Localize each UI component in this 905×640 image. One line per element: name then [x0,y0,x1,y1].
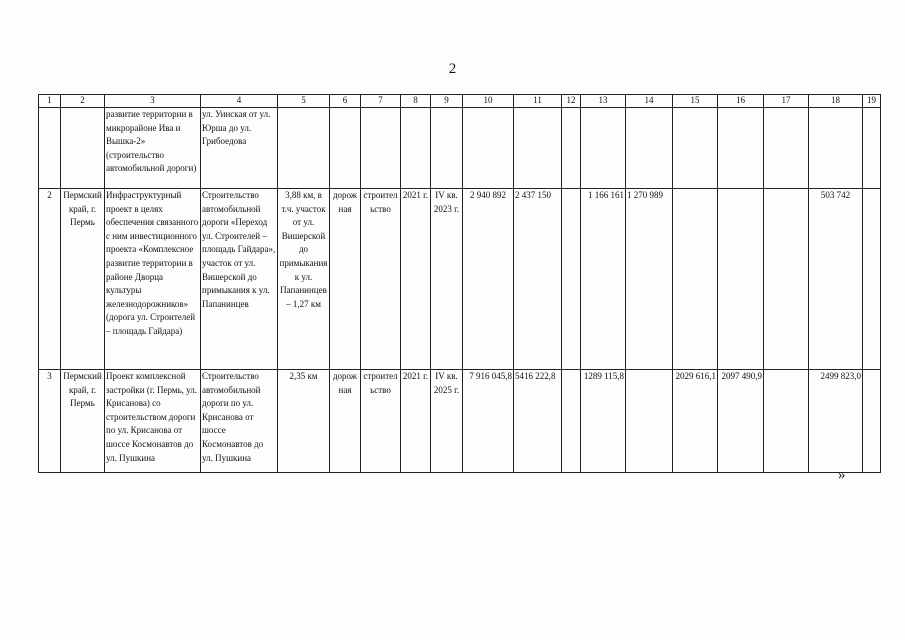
cell-value-18: 503 742 [809,189,863,370]
cell-value-11: 5416 222,8 [514,370,562,473]
cell-value-17 [764,189,809,370]
cell-value-14 [626,108,673,189]
column-header: 9 [431,95,463,108]
cell-value-18: 2499 823,0 [809,370,863,473]
cell-value-14 [626,370,673,473]
cell-capacity: 3,88 км, в т.ч. участок от ул. Вишерской до примыкания к ул. Папанинцев – 1,27 км [278,189,330,370]
cell-project-name: развитие территории в микрорайоне Ива и Вышка-2» (строительство автомобильной дороги) [105,108,201,189]
column-header: 7 [361,95,401,108]
projects-table [38,94,881,473]
cell-value-19 [863,370,881,473]
column-header: 11 [514,95,562,108]
cell-object-type: дорожная [330,370,361,473]
cell-start: 2021 г. [401,370,431,473]
cell-work-type [361,108,401,189]
cell-value-13: 1289 115,8 [581,370,626,473]
column-header: 14 [626,95,673,108]
column-header: 19 [863,95,881,108]
cell-value-11 [514,108,562,189]
cell-capacity: 2,35 км [278,370,330,473]
cell-start: 2021 г. [401,189,431,370]
cell-start [401,108,431,189]
table-row [39,189,881,370]
column-header: 15 [673,95,718,108]
column-header: 12 [562,95,581,108]
cell-work-type: строительство [361,370,401,473]
cell-value-16 [718,108,764,189]
cell-number [39,108,61,189]
cell-value-13: 1 166 161 [581,189,626,370]
cell-value-17 [764,370,809,473]
column-header: 3 [105,95,201,108]
cell-object-name: Строительство автомобильной дороги по ул. Крисанова от шоссе Космонавтов до ул. Пушкина [201,370,278,473]
cell-value-12 [562,108,581,189]
cell-finish: IV кв. 2025 г. [431,370,463,473]
column-header: 2 [61,95,105,108]
cell-region: Пермский край, г. Пермь [61,189,105,370]
table-row [39,370,881,473]
cell-object-type: дорожная [330,189,361,370]
column-header: 1 [39,95,61,108]
cell-finish: IV кв. 2023 г. [431,189,463,370]
cell-number: 3 [39,370,61,473]
cell-value-16: 2097 490,9 [718,370,764,473]
column-header: 18 [809,95,863,108]
cell-value-19 [863,108,881,189]
cell-work-type: строительство [361,189,401,370]
cell-value-15 [673,108,718,189]
cell-finish [431,108,463,189]
table-row [39,108,881,189]
cell-total-cost: 2 940 892 [463,189,514,370]
column-header: 8 [401,95,431,108]
cell-object-name: ул. Уинская от ул. Юрша до ул. Грибоедова [201,108,278,189]
column-header: 5 [278,95,330,108]
cell-value-16 [718,189,764,370]
column-header: 10 [463,95,514,108]
cell-value-15 [673,189,718,370]
cell-region: Пермский край, г. Пермь [61,370,105,473]
cell-value-13 [581,108,626,189]
cell-region [61,108,105,189]
cell-value-19 [863,189,881,370]
closing-quote-mark: » [838,467,846,483]
page-number: 2 [448,61,457,77]
cell-value-12 [562,370,581,473]
column-header: 13 [581,95,626,108]
column-number-row [39,95,881,108]
cell-value-18 [809,108,863,189]
cell-total-cost [463,108,514,189]
cell-value-15: 2029 616,1 [673,370,718,473]
cell-project-name: Проект комплексной застройки (г. Пермь, ул. Крисанова) со строительством дороги по ул. Крисанова от шоссе Космонавтов до ул. Пушкина [105,370,201,473]
cell-value-14: 1 270 989 [626,189,673,370]
cell-object-name: Строительство автомобильной дороги «Переход ул. Строителей – площадь Гайдара», участок от ул. Вишерской до примыкания к ул. Папанинцев [201,189,278,370]
cell-capacity [278,108,330,189]
cell-number: 2 [39,189,61,370]
column-header: 6 [330,95,361,108]
cell-value-11: 2 437 150 [514,189,562,370]
column-header: 17 [764,95,809,108]
cell-object-type [330,108,361,189]
column-header: 4 [201,95,278,108]
cell-total-cost: 7 916 045,8 [463,370,514,473]
cell-value-12 [562,189,581,370]
cell-value-17 [764,108,809,189]
cell-project-name: Инфраструктурный проект в целях обеспечения связанного с ним инвестиционного проекта «Комплексное развитие территории в районе Дворца культуры железнодорожников» (дорога ул. Строителей – площадь Гайдара) [105,189,201,370]
column-header: 16 [718,95,764,108]
